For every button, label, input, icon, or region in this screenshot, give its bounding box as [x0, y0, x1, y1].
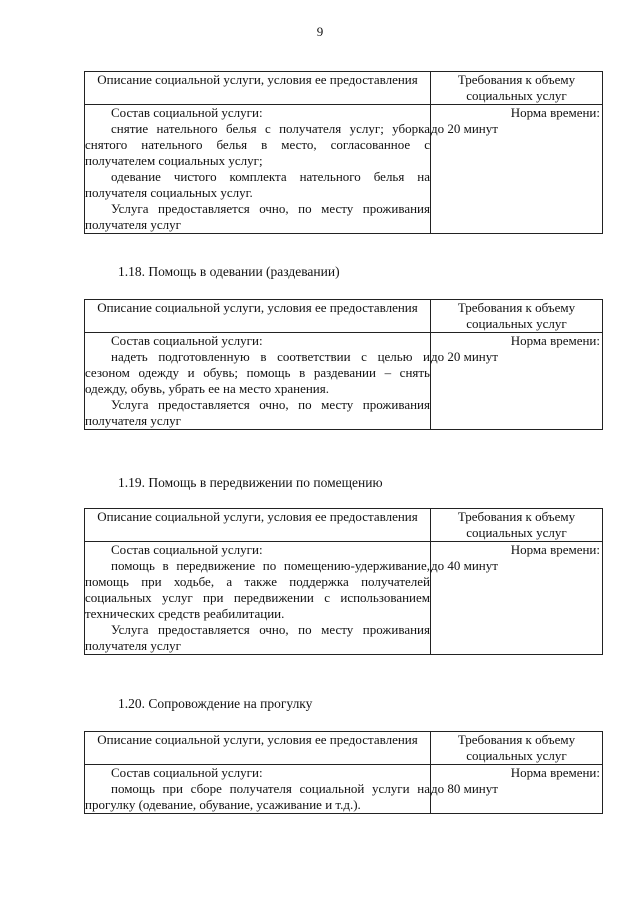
section-heading-1-18: 1.18. Помощь в одевании (раздевании)	[118, 264, 340, 279]
header-description: Описание социальной услуги, условия ее предоставления	[85, 72, 431, 105]
service-paragraph: одевание чистого комплекта нательного белья на получателя социальных услуг.	[85, 169, 430, 200]
header-requirements: Требования к объему социальных услуг	[431, 732, 603, 765]
service-conditions: Услуга предоставляется очно, по месту проживания получателя услуг	[85, 622, 430, 653]
service-conditions: Услуга предоставляется очно, по месту проживания получателя услуг	[85, 201, 430, 232]
norm-label: Норма времени:	[510, 105, 600, 120]
header-requirements: Требования к объему социальных услуг	[431, 72, 603, 105]
table-body-row	[85, 105, 603, 234]
service-paragraph: помощь в передвижение по помещению-удерживание, помощь при ходьбе, а также поддержка получателей социальных услуг при передвижении с использованием технических средств реабилитации.	[85, 558, 430, 621]
description-cell	[85, 333, 431, 430]
norm-label: Норма времени:	[510, 542, 600, 557]
table-header-row	[85, 300, 603, 333]
norm-cell	[431, 333, 603, 430]
service-conditions: Услуга предоставляется очно, по месту проживания получателя услуг	[85, 397, 430, 428]
header-description: Описание социальной услуги, условия ее предоставления	[85, 732, 431, 765]
table-header-row	[85, 72, 603, 105]
norm-value: до 80 минут	[431, 781, 498, 796]
service-table-2	[84, 299, 603, 430]
header-description: Описание социальной услуги, условия ее предоставления	[85, 509, 431, 542]
section-heading-1-19: 1.19. Помощь в передвижении по помещению	[118, 475, 383, 490]
table-body-row	[85, 333, 603, 430]
description-cell	[85, 542, 431, 655]
norm-label: Норма времени:	[510, 765, 600, 780]
description-cell	[85, 765, 431, 814]
service-table-4	[84, 731, 603, 814]
service-paragraph: надеть подготовленную в соответствии с целью и сезоном одежду и обувь; помощь в раздевании – снять одежду, обувь, убрать ее на место хранения.	[85, 349, 430, 396]
service-table-1	[84, 71, 603, 234]
service-paragraph: помощь при сборе получателя социальной услуги на прогулку (одевание, обувание, усаживание и т.д.).	[85, 781, 430, 812]
table-header-row	[85, 732, 603, 765]
norm-label: Норма времени:	[510, 333, 600, 348]
composition-label: Состав социальной услуги:	[111, 542, 263, 557]
table-body-row	[85, 542, 603, 655]
table-header-row	[85, 509, 603, 542]
norm-value: до 40 минут	[431, 558, 498, 573]
composition-label: Состав социальной услуги:	[111, 333, 263, 348]
norm-value: до 20 минут	[431, 121, 498, 136]
norm-cell	[431, 542, 603, 655]
header-requirements: Требования к объему социальных услуг	[431, 300, 603, 333]
norm-value: до 20 минут	[431, 349, 498, 364]
page-number: 9	[316, 24, 324, 39]
header-requirements: Требования к объему социальных услуг	[431, 509, 603, 542]
service-table-3	[84, 508, 603, 655]
norm-cell	[431, 105, 603, 234]
service-paragraph: снятие нательного белья с получателя услуг; уборка снятого нательного белья в место, согласованное с получателем социальных услуг;	[85, 121, 430, 168]
table-body-row	[85, 765, 603, 814]
composition-label: Состав социальной услуги:	[111, 105, 263, 120]
composition-label: Состав социальной услуги:	[111, 765, 263, 780]
description-cell	[85, 105, 431, 234]
header-description: Описание социальной услуги, условия ее предоставления	[85, 300, 431, 333]
norm-cell	[431, 765, 603, 814]
section-heading-1-20: 1.20. Сопровождение на прогулку	[118, 696, 313, 711]
